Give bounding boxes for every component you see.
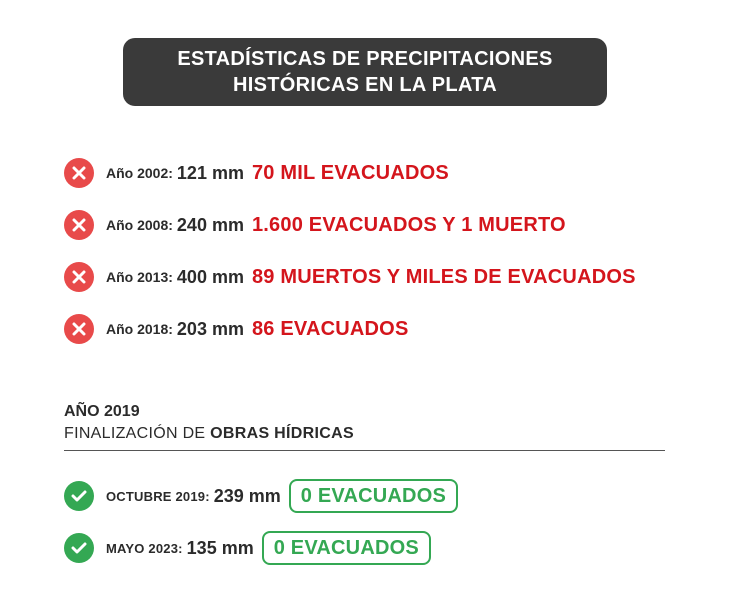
after-row-oct-2019 bbox=[64, 479, 458, 513]
history-mm: 203 mm bbox=[176, 318, 244, 339]
section-year: AÑO 2019 bbox=[64, 403, 140, 420]
title-line-2: HISTÓRICAS EN LA PLATA bbox=[232, 74, 497, 96]
x-circle-icon bbox=[64, 210, 94, 240]
x-circle-icon bbox=[64, 314, 94, 344]
x-circle-icon bbox=[64, 158, 94, 188]
after-mm: 239 mm bbox=[213, 485, 281, 506]
after-label: OCTUBRE 2019: bbox=[106, 488, 210, 504]
section-subtitle bbox=[64, 425, 354, 443]
after-outcome-badge: 0 EVACUADOS bbox=[289, 479, 458, 513]
after-label: MAYO 2023: bbox=[106, 540, 183, 556]
history-row-2002 bbox=[64, 156, 449, 190]
history-outcome: 89 MUERTOS Y MILES DE EVACUADOS bbox=[251, 265, 636, 288]
history-outcome: 1.600 EVACUADOS Y 1 MUERTO bbox=[251, 213, 566, 236]
after-mm: 135 mm bbox=[186, 537, 254, 558]
history-mm: 240 mm bbox=[176, 214, 244, 235]
check-circle-icon bbox=[64, 533, 94, 563]
section-divider bbox=[64, 450, 665, 451]
history-row-2018 bbox=[64, 312, 408, 346]
history-outcome: 70 MIL EVACUADOS bbox=[251, 161, 449, 184]
history-row-2013 bbox=[64, 260, 636, 294]
history-mm: 400 mm bbox=[176, 266, 244, 287]
x-circle-icon bbox=[64, 262, 94, 292]
after-row-may-2023 bbox=[64, 531, 431, 565]
history-outcome: 86 EVACUADOS bbox=[251, 317, 409, 340]
title-banner bbox=[123, 38, 607, 106]
history-label: Año 2002: bbox=[106, 165, 173, 181]
title-line-1: ESTADÍSTICAS DE PRECIPITACIONES bbox=[177, 48, 553, 70]
history-label: Año 2008: bbox=[106, 217, 173, 233]
history-mm: 121 mm bbox=[176, 162, 244, 183]
history-row-2008 bbox=[64, 208, 566, 242]
check-circle-icon bbox=[64, 481, 94, 511]
history-label: Año 2018: bbox=[106, 321, 173, 337]
section-subtitle-prefix: FINALIZACIÓN DE bbox=[64, 425, 211, 442]
after-outcome-badge: 0 EVACUADOS bbox=[262, 531, 431, 565]
history-label: Año 2013: bbox=[106, 269, 173, 285]
section-subtitle-bold: OBRAS HÍDRICAS bbox=[210, 425, 354, 442]
